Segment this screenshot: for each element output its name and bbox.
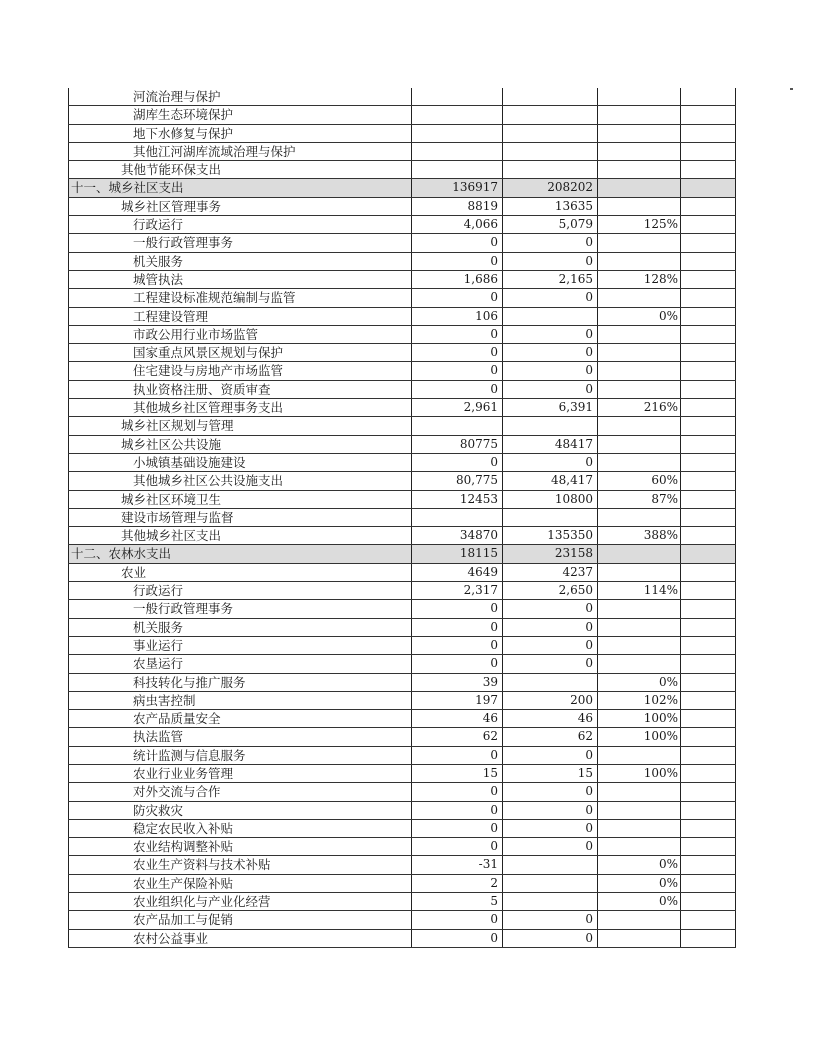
row-name-cell: 城乡社区环境卫生 <box>69 490 412 508</box>
row-value-b-cell: 2,165 <box>503 270 598 288</box>
row-name-cell: 工程建设管理 <box>69 307 412 325</box>
row-blank-cell <box>681 691 736 709</box>
row-name-cell: 农业生产资料与技术补贴 <box>69 856 412 874</box>
row-value-b-cell: 2,650 <box>503 582 598 600</box>
row-percent-cell: 100% <box>598 710 681 728</box>
row-percent-cell: 0% <box>598 856 681 874</box>
row-value-b-cell: 46 <box>503 710 598 728</box>
row-percent-cell <box>598 801 681 819</box>
row-percent-cell: 128% <box>598 270 681 288</box>
row-name-cell: 农业行业业务管理 <box>69 764 412 782</box>
row-percent-cell: 0% <box>598 874 681 892</box>
row-name-cell: 其他城乡社区管理事务支出 <box>69 399 412 417</box>
row-value-b-cell: 0 <box>503 911 598 929</box>
row-blank-cell <box>681 673 736 691</box>
row-name-cell: 农业组织化与产业化经营 <box>69 893 412 911</box>
table-row <box>69 600 736 618</box>
row-name-cell: 河流治理与保护 <box>69 88 412 106</box>
row-name-cell: 科技转化与推广服务 <box>69 673 412 691</box>
row-blank-cell <box>681 197 736 215</box>
row-percent-cell <box>598 142 681 160</box>
table-row <box>69 362 736 380</box>
row-value-b-cell: 0 <box>503 929 598 947</box>
table-row <box>69 88 736 106</box>
row-value-a-cell: 2 <box>412 874 503 892</box>
row-blank-cell <box>681 216 736 234</box>
row-value-a-cell <box>412 142 503 160</box>
row-blank-cell <box>681 399 736 417</box>
row-percent-cell: 114% <box>598 582 681 600</box>
row-value-a-cell: -31 <box>412 856 503 874</box>
row-percent-cell: 0% <box>598 893 681 911</box>
row-percent-cell <box>598 362 681 380</box>
table-row <box>69 527 736 545</box>
row-value-a-cell: 0 <box>412 344 503 362</box>
row-name-cell: 建设市场管理与监督 <box>69 508 412 526</box>
row-value-b-cell: 0 <box>503 289 598 307</box>
row-value-a-cell: 4,066 <box>412 216 503 234</box>
row-name-cell: 病虫害控制 <box>69 691 412 709</box>
row-blank-cell <box>681 179 736 197</box>
row-blank-cell <box>681 838 736 856</box>
row-value-a-cell: 0 <box>412 600 503 618</box>
row-value-a-cell: 34870 <box>412 527 503 545</box>
row-value-a-cell: 0 <box>412 362 503 380</box>
table-row <box>69 453 736 471</box>
row-percent-cell: 125% <box>598 216 681 234</box>
row-name-cell: 农产品质量安全 <box>69 710 412 728</box>
table-row <box>69 289 736 307</box>
row-blank-cell <box>681 453 736 471</box>
row-value-b-cell: 135350 <box>503 527 598 545</box>
table-row <box>69 234 736 252</box>
row-name-cell: 其他城乡社区支出 <box>69 527 412 545</box>
row-value-a-cell: 0 <box>412 453 503 471</box>
table-row <box>69 929 736 947</box>
row-value-a-cell <box>412 417 503 435</box>
row-value-b-cell: 48417 <box>503 435 598 453</box>
row-name-cell: 执法监管 <box>69 728 412 746</box>
table-row <box>69 508 736 526</box>
table-row <box>69 216 736 234</box>
row-value-b-cell <box>503 88 598 106</box>
row-name-cell: 一般行政管理事务 <box>69 600 412 618</box>
row-percent-cell <box>598 563 681 581</box>
row-value-b-cell: 0 <box>503 380 598 398</box>
row-percent-cell <box>598 234 681 252</box>
row-blank-cell <box>681 417 736 435</box>
row-blank-cell <box>681 563 736 581</box>
row-value-a-cell: 4649 <box>412 563 503 581</box>
row-blank-cell <box>681 490 736 508</box>
row-name-cell: 农产品加工与促销 <box>69 911 412 929</box>
row-blank-cell <box>681 582 736 600</box>
row-value-a-cell: 0 <box>412 618 503 636</box>
row-name-cell: 行政运行 <box>69 582 412 600</box>
row-blank-cell <box>681 856 736 874</box>
row-value-b-cell: 0 <box>503 453 598 471</box>
table-row <box>69 728 736 746</box>
row-value-a-cell <box>412 161 503 179</box>
row-percent-cell <box>598 289 681 307</box>
table-row <box>69 563 736 581</box>
row-value-a-cell: 80,775 <box>412 472 503 490</box>
row-percent-cell <box>598 197 681 215</box>
row-percent-cell: 87% <box>598 490 681 508</box>
row-name-cell: 防灾救灾 <box>69 801 412 819</box>
row-name-cell: 其他节能环保支出 <box>69 161 412 179</box>
row-name-cell: 工程建设标准规范编制与监管 <box>69 289 412 307</box>
row-blank-cell <box>681 819 736 837</box>
row-value-b-cell: 4237 <box>503 563 598 581</box>
table-row <box>69 380 736 398</box>
row-value-b-cell <box>503 124 598 142</box>
row-blank-cell <box>681 728 736 746</box>
row-name-cell: 市政公用行业市场监管 <box>69 325 412 343</box>
row-value-b-cell <box>503 142 598 160</box>
row-name-cell: 湖库生态环境保护 <box>69 106 412 124</box>
row-value-a-cell: 0 <box>412 783 503 801</box>
row-value-a-cell: 0 <box>412 289 503 307</box>
row-percent-cell: 60% <box>598 472 681 490</box>
table-row <box>69 325 736 343</box>
table-row <box>69 270 736 288</box>
table-row <box>69 435 736 453</box>
row-percent-cell <box>598 344 681 362</box>
row-value-b-cell: 62 <box>503 728 598 746</box>
row-value-a-cell: 2,961 <box>412 399 503 417</box>
row-percent-cell <box>598 435 681 453</box>
row-name-cell: 农业 <box>69 563 412 581</box>
row-value-a-cell <box>412 106 503 124</box>
row-value-b-cell: 0 <box>503 801 598 819</box>
row-blank-cell <box>681 124 736 142</box>
row-blank-cell <box>681 636 736 654</box>
row-blank-cell <box>681 893 736 911</box>
row-blank-cell <box>681 618 736 636</box>
row-value-b-cell <box>503 874 598 892</box>
row-percent-cell: 0% <box>598 673 681 691</box>
row-value-a-cell <box>412 124 503 142</box>
row-blank-cell <box>681 289 736 307</box>
row-name-cell: 城管执法 <box>69 270 412 288</box>
row-value-b-cell: 0 <box>503 655 598 673</box>
row-percent-cell <box>598 124 681 142</box>
row-percent-cell <box>598 600 681 618</box>
table-row <box>69 344 736 362</box>
row-blank-cell <box>681 911 736 929</box>
table-body <box>69 88 736 947</box>
row-name-cell: 城乡社区管理事务 <box>69 197 412 215</box>
table-row <box>69 893 736 911</box>
row-name-cell: 农业结构调整补贴 <box>69 838 412 856</box>
row-name-cell: 其他城乡社区公共设施支出 <box>69 472 412 490</box>
row-blank-cell <box>681 270 736 288</box>
row-blank-cell <box>681 252 736 270</box>
row-value-b-cell <box>503 417 598 435</box>
table-row <box>69 801 736 819</box>
row-blank-cell <box>681 929 736 947</box>
row-value-a-cell: 0 <box>412 929 503 947</box>
row-blank-cell <box>681 142 736 160</box>
row-value-b-cell: 0 <box>503 838 598 856</box>
row-blank-cell <box>681 307 736 325</box>
row-percent-cell <box>598 453 681 471</box>
row-value-a-cell: 0 <box>412 636 503 654</box>
row-percent-cell <box>598 88 681 106</box>
table-row <box>69 856 736 874</box>
row-percent-cell <box>598 545 681 563</box>
row-percent-cell <box>598 819 681 837</box>
row-value-a-cell: 8819 <box>412 197 503 215</box>
row-blank-cell <box>681 435 736 453</box>
table-row <box>69 472 736 490</box>
row-percent-cell <box>598 655 681 673</box>
row-name-cell: 农垦运行 <box>69 655 412 673</box>
table-row <box>69 161 736 179</box>
row-value-b-cell: 0 <box>503 819 598 837</box>
row-value-b-cell: 0 <box>503 252 598 270</box>
row-value-b-cell: 0 <box>503 344 598 362</box>
row-blank-cell <box>681 783 736 801</box>
row-value-a-cell: 62 <box>412 728 503 746</box>
table-row <box>69 636 736 654</box>
row-percent-cell <box>598 179 681 197</box>
row-value-a-cell: 15 <box>412 764 503 782</box>
row-percent-cell: 0% <box>598 307 681 325</box>
row-value-a-cell <box>412 508 503 526</box>
row-percent-cell: 388% <box>598 527 681 545</box>
row-value-a-cell <box>412 88 503 106</box>
row-blank-cell <box>681 801 736 819</box>
row-value-a-cell: 0 <box>412 911 503 929</box>
row-value-b-cell: 0 <box>503 783 598 801</box>
row-value-b-cell <box>503 856 598 874</box>
row-name-cell: 机关服务 <box>69 252 412 270</box>
row-name-cell: 执业资格注册、资质审查 <box>69 380 412 398</box>
table-row <box>69 691 736 709</box>
row-value-b-cell: 23158 <box>503 545 598 563</box>
row-name-cell: 十一、城乡社区支出 <box>69 179 412 197</box>
row-percent-cell <box>598 252 681 270</box>
row-value-b-cell: 0 <box>503 325 598 343</box>
row-value-b-cell <box>503 161 598 179</box>
row-value-b-cell: 0 <box>503 234 598 252</box>
row-value-a-cell: 197 <box>412 691 503 709</box>
row-value-b-cell <box>503 508 598 526</box>
row-blank-cell <box>681 545 736 563</box>
category-row <box>69 545 736 563</box>
table-row <box>69 655 736 673</box>
row-percent-cell <box>598 636 681 654</box>
row-name-cell: 其他江河湖库流域治理与保护 <box>69 142 412 160</box>
row-value-a-cell: 46 <box>412 710 503 728</box>
row-name-cell: 国家重点风景区规划与保护 <box>69 344 412 362</box>
row-percent-cell <box>598 380 681 398</box>
row-value-a-cell: 0 <box>412 838 503 856</box>
row-blank-cell <box>681 874 736 892</box>
row-blank-cell <box>681 710 736 728</box>
row-value-b-cell: 15 <box>503 764 598 782</box>
row-blank-cell <box>681 508 736 526</box>
row-value-b-cell: 0 <box>503 362 598 380</box>
row-name-cell: 稳定农民收入补贴 <box>69 819 412 837</box>
table-row <box>69 911 736 929</box>
row-value-a-cell: 12453 <box>412 490 503 508</box>
table-row <box>69 106 736 124</box>
row-value-a-cell: 80775 <box>412 435 503 453</box>
row-blank-cell <box>681 380 736 398</box>
table-row <box>69 490 736 508</box>
row-blank-cell <box>681 325 736 343</box>
row-name-cell: 农村公益事业 <box>69 929 412 947</box>
row-value-b-cell: 6,391 <box>503 399 598 417</box>
row-value-a-cell: 0 <box>412 380 503 398</box>
row-blank-cell <box>681 161 736 179</box>
table-row <box>69 307 736 325</box>
row-percent-cell <box>598 161 681 179</box>
table-row <box>69 582 736 600</box>
row-name-cell: 一般行政管理事务 <box>69 234 412 252</box>
row-percent-cell <box>598 508 681 526</box>
row-name-cell: 对外交流与合作 <box>69 783 412 801</box>
row-value-b-cell <box>503 307 598 325</box>
row-percent-cell <box>598 746 681 764</box>
row-blank-cell <box>681 472 736 490</box>
row-blank-cell <box>681 600 736 618</box>
row-percent-cell <box>598 417 681 435</box>
row-percent-cell: 100% <box>598 728 681 746</box>
budget-table <box>68 88 736 948</box>
row-blank-cell <box>681 764 736 782</box>
table-row <box>69 197 736 215</box>
row-value-a-cell: 0 <box>412 801 503 819</box>
table-row <box>69 142 736 160</box>
row-name-cell: 地下水修复与保护 <box>69 124 412 142</box>
row-value-a-cell: 1,686 <box>412 270 503 288</box>
row-percent-cell <box>598 911 681 929</box>
table-row <box>69 124 736 142</box>
row-value-b-cell: 0 <box>503 746 598 764</box>
row-blank-cell <box>681 106 736 124</box>
scan-mark <box>790 88 793 90</box>
table-row <box>69 746 736 764</box>
row-value-a-cell: 0 <box>412 746 503 764</box>
row-blank-cell <box>681 746 736 764</box>
row-percent-cell <box>598 618 681 636</box>
row-name-cell: 城乡社区规划与管理 <box>69 417 412 435</box>
row-value-a-cell: 39 <box>412 673 503 691</box>
row-value-b-cell: 0 <box>503 600 598 618</box>
table-row <box>69 764 736 782</box>
row-value-b-cell: 208202 <box>503 179 598 197</box>
row-name-cell: 十二、农林水支出 <box>69 545 412 563</box>
row-percent-cell <box>598 325 681 343</box>
row-blank-cell <box>681 527 736 545</box>
row-value-a-cell: 0 <box>412 655 503 673</box>
table-row <box>69 819 736 837</box>
row-percent-cell <box>598 929 681 947</box>
table-row <box>69 618 736 636</box>
row-percent-cell <box>598 783 681 801</box>
row-value-b-cell: 13635 <box>503 197 598 215</box>
row-percent-cell <box>598 106 681 124</box>
category-row <box>69 179 736 197</box>
row-name-cell: 小城镇基础设施建设 <box>69 453 412 471</box>
row-percent-cell: 100% <box>598 764 681 782</box>
row-value-b-cell: 10800 <box>503 490 598 508</box>
row-value-a-cell: 2,317 <box>412 582 503 600</box>
row-value-a-cell: 0 <box>412 234 503 252</box>
row-value-a-cell: 0 <box>412 819 503 837</box>
row-value-a-cell: 136917 <box>412 179 503 197</box>
row-value-b-cell: 0 <box>503 618 598 636</box>
row-value-b-cell <box>503 673 598 691</box>
row-percent-cell: 102% <box>598 691 681 709</box>
row-value-a-cell: 106 <box>412 307 503 325</box>
row-name-cell: 住宅建设与房地产市场监管 <box>69 362 412 380</box>
row-name-cell: 行政运行 <box>69 216 412 234</box>
row-value-a-cell: 18115 <box>412 545 503 563</box>
row-percent-cell: 216% <box>598 399 681 417</box>
table-row <box>69 710 736 728</box>
row-percent-cell <box>598 838 681 856</box>
row-value-b-cell <box>503 893 598 911</box>
row-value-b-cell: 48,417 <box>503 472 598 490</box>
row-name-cell: 统计监测与信息服务 <box>69 746 412 764</box>
row-name-cell: 事业运行 <box>69 636 412 654</box>
row-blank-cell <box>681 655 736 673</box>
row-blank-cell <box>681 234 736 252</box>
table-row <box>69 874 736 892</box>
row-name-cell: 机关服务 <box>69 618 412 636</box>
row-value-b-cell: 0 <box>503 636 598 654</box>
row-blank-cell <box>681 88 736 106</box>
row-name-cell: 城乡社区公共设施 <box>69 435 412 453</box>
table-row <box>69 252 736 270</box>
row-blank-cell <box>681 344 736 362</box>
row-value-a-cell: 0 <box>412 252 503 270</box>
row-value-b-cell <box>503 106 598 124</box>
row-value-b-cell: 200 <box>503 691 598 709</box>
table-row <box>69 399 736 417</box>
table-row <box>69 673 736 691</box>
row-value-b-cell: 5,079 <box>503 216 598 234</box>
row-blank-cell <box>681 362 736 380</box>
table-row <box>69 838 736 856</box>
table-row <box>69 417 736 435</box>
row-name-cell: 农业生产保险补贴 <box>69 874 412 892</box>
table-row <box>69 783 736 801</box>
row-value-a-cell: 0 <box>412 325 503 343</box>
row-value-a-cell: 5 <box>412 893 503 911</box>
